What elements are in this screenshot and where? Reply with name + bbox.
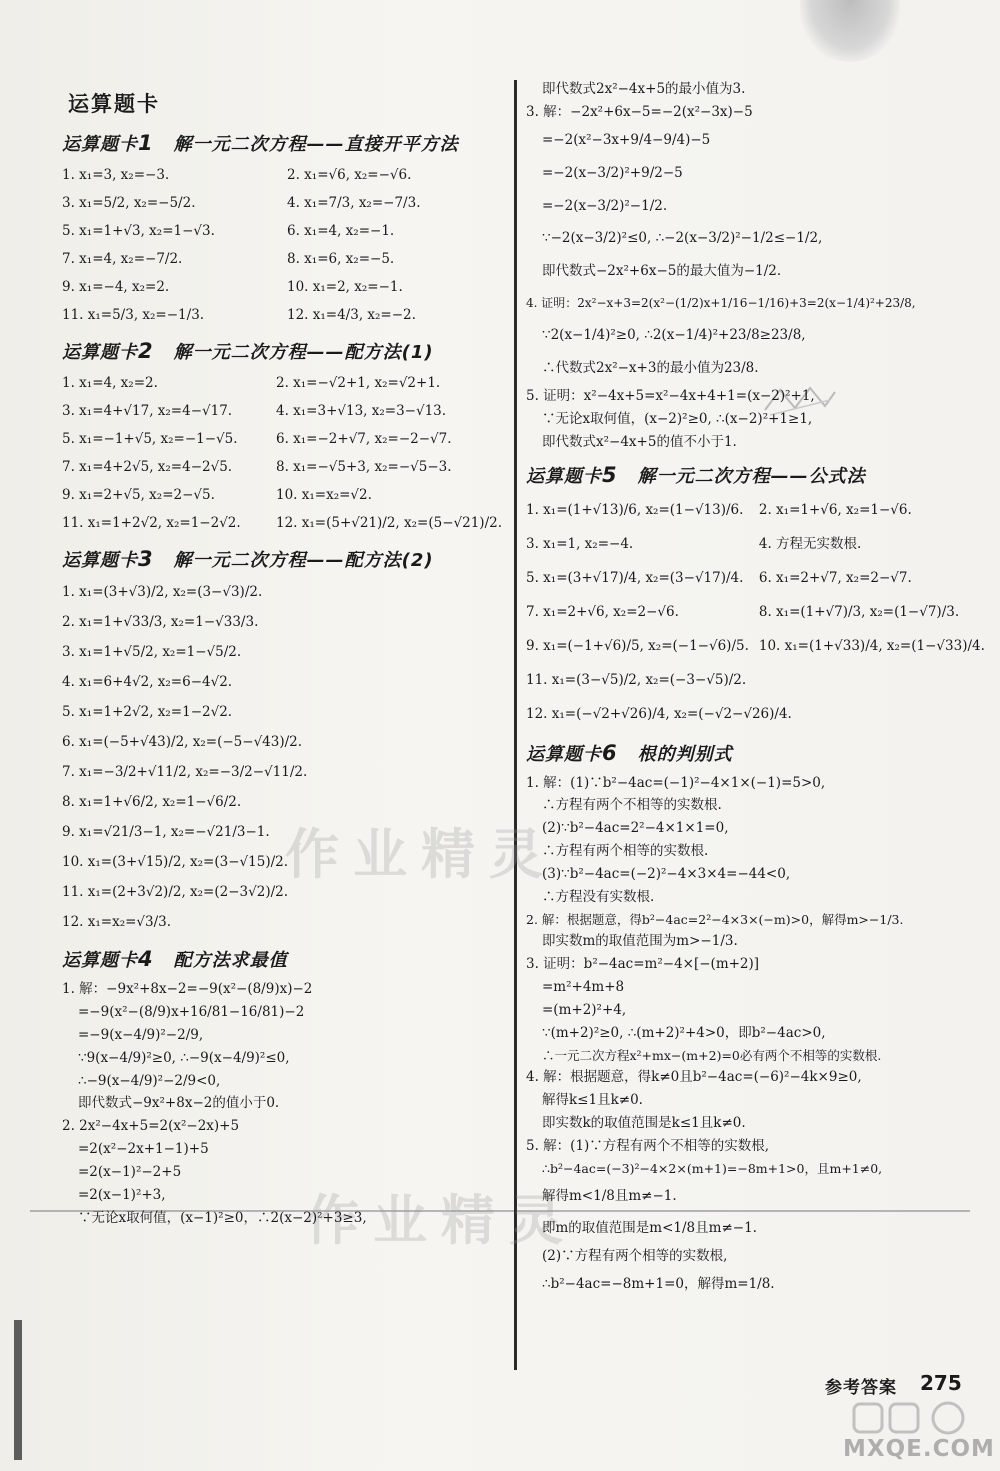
solution-line: ∴代数式2x²−x+3的最小值为23/8.	[542, 360, 759, 376]
answer-item: 7. x₁=4, x₂=−7/2.	[62, 251, 183, 268]
answer-item: 11. x₁=5/3, x₂=−1/3.	[62, 307, 205, 324]
solution-line: =−2(x²−3x+9/4−9/4)−5	[542, 131, 711, 148]
answer-item: 4. x₁=6+4√2, x₂=6−4√2.	[62, 674, 233, 691]
page-number: 275	[920, 1371, 962, 1395]
watermark-stamp-2: 作业精灵	[305, 1189, 577, 1252]
answer-item: 7. x₁=4+2√5, x₂=4−2√5.	[62, 459, 233, 476]
answer-item: 11. x₁=1+2√2, x₂=1−2√2.	[62, 515, 241, 532]
answer-item: 12. x₁=x₂=√3/3.	[62, 914, 172, 931]
answer-item: 6. x₁=(−5+√43)/2, x₂=(−5−√43)/2.	[62, 734, 303, 751]
answer-item: 2. x₁=1+√33/3, x₂=1−√33/3.	[62, 614, 259, 631]
solution-line: 2. 2x²−4x+5=2(x²−2x)+5	[62, 1118, 240, 1135]
solution-line: 1. 解：−9x²+8x−2=−9(x²−(8/9)x)−2	[62, 981, 313, 997]
right-column	[526, 78, 985, 1301]
solution-line: ∴方程有两个不相等的实数根.	[542, 797, 722, 814]
solution-line: =(m+2)²+4,	[542, 1002, 627, 1018]
answer-item: 10. x₁=(1+√33)/4, x₂=(1−√33)/4.	[758, 637, 985, 654]
answer-item: 8. x₁=−√5+3, x₂=−√5−3.	[275, 459, 452, 476]
card-6-solution	[526, 772, 976, 1302]
card-4-title: 运算题卡4 配方法求最值	[62, 947, 288, 971]
solution-line: 即代数式x²−4x+5的值不小于1.	[542, 433, 737, 450]
solution-line: ∴b²−4ac=−8m+1=0，解得m=1/8.	[542, 1276, 775, 1293]
answer-item: 11. x₁=(3−√5)/2, x₂=(−3−√5)/2.	[526, 671, 747, 688]
solution-line: =−9(x²−(8/9)x+16/81−16/81)−2	[78, 1003, 305, 1020]
answer-item: 1. x₁=(3+√3)/2, x₂=(3−√3)/2.	[62, 584, 263, 601]
card-5-title: 运算题卡5 解一元二次方程——公式法	[526, 462, 866, 487]
solution-line: =2(x²−2x+1−1)+5	[78, 1141, 209, 1158]
answer-item: 5. x₁=−1+√5, x₂=−1−√5.	[62, 431, 238, 448]
solution-line: 解得k≤1且k≠0.	[542, 1092, 643, 1109]
solution-line: 即代数式−9x²+8x−2的值小于0.	[78, 1095, 280, 1112]
solution-line: ∵无论x取何值，(x−2)²≥0, ∴(x−2)²+1≥1,	[542, 410, 813, 427]
answer-item: 9. x₁=(−1+√6)/5, x₂=(−1−√6)/5.	[526, 637, 749, 654]
answer-item: 6. x₁=4, x₂=−1.	[287, 223, 395, 240]
card-4-continued	[526, 78, 976, 454]
answer-item: 9. x₁=2+√5, x₂=2−√5.	[62, 487, 215, 504]
answer-item: 9. x₁=√21/3−1, x₂=−√21/3−1.	[62, 824, 270, 841]
card-1-answers	[62, 162, 502, 330]
binding-edge	[14, 1320, 22, 1460]
solution-line: =−9(x−4/9)²−2/9,	[78, 1026, 204, 1043]
answer-item: 6. x₁=−2+√7, x₂=−2−√7.	[275, 431, 452, 448]
solution-line: 3. 证明：b²−4ac=m²−4×[−(m+2)]	[526, 956, 760, 973]
solution-line: (3)∵b²−4ac=(−2)²−4×3×4=−44<0,	[542, 866, 791, 882]
card-6-title: 运算题卡6 根的判别式	[526, 740, 733, 765]
answer-item: 8. x₁=6, x₂=−5.	[287, 251, 395, 268]
card-2-answers	[62, 370, 502, 538]
solution-line: ∵(m+2)²≥0, ∴(m+2)²+4>0，即b²−4ac>0,	[542, 1024, 826, 1041]
card-4-solution	[62, 978, 502, 1230]
answer-item: 10. x₁=x₂=√2.	[275, 487, 372, 504]
solution-line: ∵9(x−4/9)²≥0, ∴−9(x−4/9)²≤0,	[78, 1049, 290, 1066]
solution-line: (2)∵方程有两个相等的实数根,	[542, 1248, 728, 1265]
card-5-answers	[526, 494, 985, 664]
answer-item: 1. x₁=(1+√13)/6, x₂=(1−√13)/6.	[526, 501, 744, 518]
answer-item: 2. x₁=1+√6, x₂=1−√6.	[758, 501, 912, 518]
card-1-title: 运算题卡1 解一元二次方程——直接开平方法	[62, 131, 459, 155]
column-divider	[514, 80, 517, 1370]
watermark-logo-icon	[850, 1398, 970, 1438]
answer-item: 1. x₁=4, x₂=2.	[62, 375, 158, 392]
answer-item: 3. x₁=4+√17, x₂=4−√17.	[62, 403, 233, 420]
solution-line: 4. 解：根据题意，得k≠0且b²−4ac=(−6)²−4k×9≥0,	[526, 1069, 862, 1086]
answer-item: 6. x₁=2+√7, x₂=2−√7.	[758, 569, 912, 586]
answer-item: 4. x₁=7/3, x₂=−7/3.	[287, 195, 421, 212]
answer-item: 9. x₁=−4, x₂=2.	[62, 279, 170, 296]
solution-line: 1. 解：(1)∵b²−4ac=(−1)²−4×1×(−1)=5>0,	[526, 774, 826, 791]
answer-item: 2. x₁=−√2+1, x₂=√2+1.	[275, 375, 441, 392]
solution-line: ∴一元二次方程x²+mx−(m+2)=0必有两个不相等的实数根.	[542, 1047, 882, 1063]
answer-item: 7. x₁=−3/2+√11/2, x₂=−3/2−√11/2.	[62, 764, 308, 781]
card-2-title: 运算题卡2 解一元二次方程——配方法(1)	[62, 339, 434, 363]
answer-item: 8. x₁=1+√6/2, x₂=1−√6/2.	[62, 794, 242, 811]
footer-label: 参考答案	[825, 1378, 897, 1398]
answer-item: 12. x₁=(5+√21)/2, x₂=(5−√21)/2.	[275, 515, 502, 532]
answer-item: 4. 方程无实数根.	[758, 535, 862, 552]
solution-line: ∵2(x−1/4)²≥0, ∴2(x−1/4)²+23/8≥23/8,	[542, 327, 806, 344]
solution-line: 2. 解：根据题意，得b²−4ac=2²−4×3×(−m)>0，解得m>−1/3.	[526, 911, 904, 927]
solution-line: (2)∵b²−4ac=2²−4×1×1=0,	[542, 820, 729, 837]
solution-line: 5. 解：(1)∵方程有两个不相等的实数根,	[526, 1138, 770, 1154]
solution-line: =−2(x−3/2)²+9/2−5	[542, 164, 683, 181]
solution-line: 解得m<1/8且m≠−1.	[542, 1187, 677, 1204]
solution-line: ∴−9(x−4/9)²−2/9<0,	[78, 1072, 221, 1089]
solution-line: 即代数式−2x²+6x−5的最大值为−1/2.	[542, 263, 782, 280]
solution-line: =2(x−1)²−2+5	[78, 1164, 182, 1180]
answer-item: 3. x₁=5/2, x₂=−5/2.	[62, 195, 196, 212]
solution-line: =2(x−1)²+3,	[78, 1186, 166, 1203]
left-column	[62, 80, 502, 1230]
answer-item: 12. x₁=(−√2+√26)/4, x₂=(−√2−√26)/4.	[526, 705, 792, 722]
solution-line: ∴方程有两个相等的实数根.	[542, 843, 709, 860]
answer-item: 2. x₁=√6, x₂=−√6.	[287, 167, 412, 184]
answer-item: 3. x₁=1, x₂=−4.	[526, 535, 634, 552]
watermark-stamp: 作业精灵	[285, 823, 557, 886]
answer-item: 10. x₁=2, x₂=−1.	[287, 279, 403, 296]
solution-line: 即实数k的取值范围是k≤1且k≠0.	[542, 1115, 746, 1132]
solution-line: ∵−2(x−3/2)²≤0, ∴−2(x−3/2)²−1/2≤−1/2,	[542, 230, 823, 247]
answer-item: 5. x₁=1+√3, x₂=1−√3.	[62, 223, 215, 240]
answer-item: 7. x₁=2+√6, x₂=2−√6.	[526, 603, 679, 620]
solution-line: 5. 证明：x²−4x+5=x²−4x+4+1=(x−2)²+1,	[526, 387, 815, 404]
answer-item: 4. x₁=3+√13, x₂=3−√13.	[275, 403, 447, 420]
answer-item: 5. x₁=(3+√17)/4, x₂=(3−√17)/4.	[526, 569, 744, 586]
solution-line: 即代数式2x²−4x+5的最小值为3.	[542, 81, 746, 97]
solution-line: ∴b²−4ac=(−3)²−4×2×(m+1)=−8m+1>0，且m+1≠0,	[542, 1160, 883, 1176]
solution-line: ∵无论x取何值，(x−1)²≥0，∴2(x−2)²+3≥3,	[78, 1209, 367, 1226]
solution-line: 即m的取值范围是m<1/8且m≠−1.	[542, 1220, 757, 1237]
solution-line: =−2(x−3/2)²−1/2.	[542, 197, 668, 214]
answer-item: 10. x₁=(3+√15)/2, x₂=(3−√15)/2.	[62, 854, 289, 871]
answer-item: 5. x₁=1+2√2, x₂=1−2√2.	[62, 704, 233, 721]
watermark-url: MXQE.COM	[843, 1436, 995, 1462]
card-3-answers	[62, 578, 502, 938]
solution-line: 即实数m的取值范围为m>−1/3.	[542, 933, 738, 950]
answer-item: 11. x₁=(2+3√2)/2, x₂=(2−3√2)/2.	[62, 884, 289, 901]
answer-item: 12. x₁=4/3, x₂=−2.	[287, 307, 416, 324]
solution-line: =m²+4m+8	[542, 979, 625, 996]
solution-line: 4. 证明：2x²−x+3=2(x²−(1/2)x+1/16−1/16)+3=2(x−1/4)²+23/8,	[526, 296, 916, 311]
solution-line: 3. 解：−2x²+6x−5=−2(x²−3x)−5	[526, 103, 753, 120]
card-3-title: 运算题卡3 解一元二次方程——配方法(2)	[62, 547, 434, 571]
solution-line: ∴方程没有实数根.	[542, 888, 655, 905]
answer-item: 1. x₁=3, x₂=−3.	[62, 167, 170, 184]
answer-item: 8. x₁=(1+√7)/3, x₂=(1−√7)/3.	[758, 603, 960, 620]
page-title: 运算题卡	[68, 92, 160, 116]
answer-item: 3. x₁=1+√5/2, x₂=1−√5/2.	[62, 644, 242, 661]
